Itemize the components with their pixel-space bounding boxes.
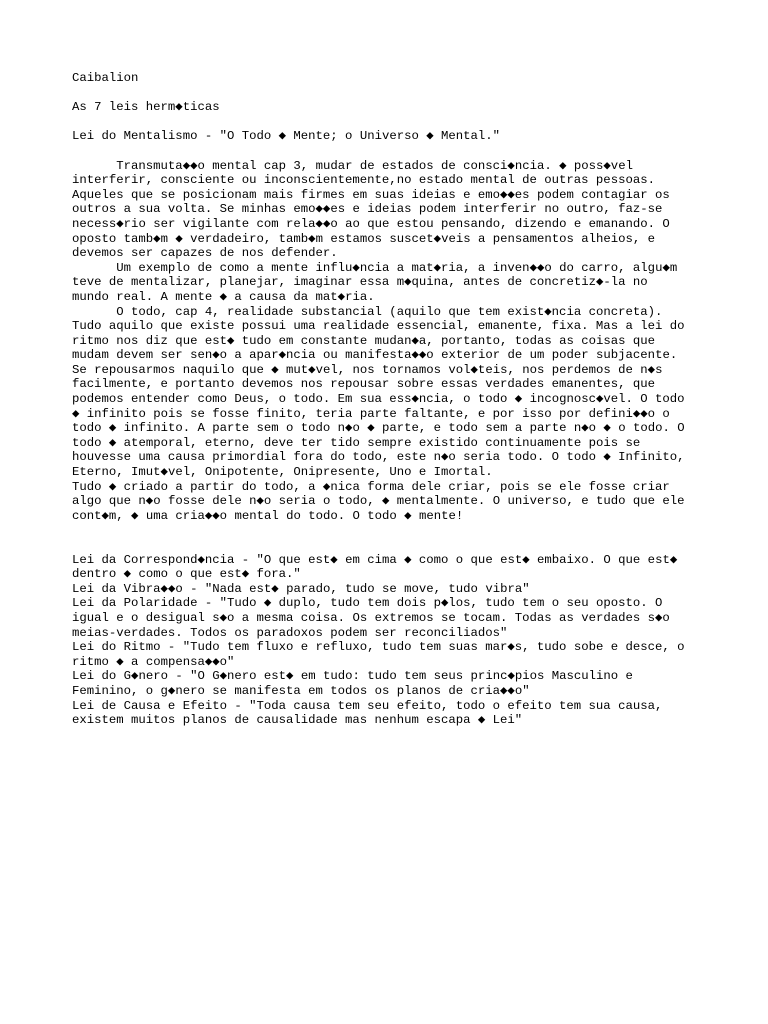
spacer: [72, 86, 712, 101]
body-line: Eterno, Imut◆vel, Onipotente, Onipresente, Uno e Imortal.: [72, 465, 493, 480]
body-line: houvesse uma causa primordial fora do todo, este n◆o seria todo. O todo ◆ Infinito,: [72, 450, 685, 465]
law-line: ritmo ◆ a compensa◆◆o": [72, 654, 235, 669]
body-line: ◆ infinito pois se fosse finito, teria parte faltante, e por isso por defini◆◆o o: [72, 406, 670, 421]
body-line: necess◆rio ser vigilante com rela◆◆o ao que estou pensando, dizendo e emanando. O: [72, 216, 670, 231]
law-line: dentro ◆ como o que est◆ fora.": [72, 567, 301, 582]
law-line: existem muitos planos de causalidade mas nenhum escapa ◆ Lei": [72, 713, 523, 728]
spacer: [72, 144, 712, 159]
spacer: [72, 115, 712, 130]
law-line: Feminino, o g◆nero se manifesta em todos os planos de cria◆◆o": [72, 683, 530, 698]
body-line: Tudo ◆ criado a partir do todo, a ◆nica forma dele criar, pois se ele fosse criar: [72, 479, 670, 494]
body-line: facilmente, e portanto devemos nos repousar sobre essas verdades emanentes, que: [72, 377, 655, 392]
body-line: podemos entender como Deus, o todo. Em sua ess◆ncia, o todo ◆ incognosc◆vel. O todo: [72, 392, 685, 407]
body-line: Aqueles que se posicionam mais firmes em suas ideias e emo◆◆es podem contagiar os: [72, 187, 670, 202]
body-line: interferir, consciente ou inconscientemente,no estado mental de outras pessoas.: [72, 173, 655, 188]
document-subtitle: As 7 leis herm◆ticas: [72, 100, 220, 115]
law-line: Lei do G◆nero - "O G◆nero est◆ em tudo: tudo tem seus princ◆pios Masculino e: [72, 669, 633, 684]
law-line: Lei de Causa e Efeito - "Toda causa tem seu efeito, todo o efeito tem sua causa,: [72, 698, 663, 713]
body-line: Se repousarmos naquilo que ◆ mut◆vel, nos tornamos vol◆teis, nos perdemos de n◆s: [72, 362, 663, 377]
spacer: [72, 523, 712, 552]
mentalism-heading: Lei do Mentalismo - "O Todo ◆ Mente; o Universo ◆ Mental.": [72, 129, 501, 144]
body-line: todo ◆ infinito. A parte sem o todo n◆o ◆ parte, e todo sem a parte n◆o ◆ o todo. O: [72, 421, 685, 436]
body-line: algo que n◆o fosse dele n◆o seria o todo, ◆ mentalmente. O universo, e tudo que ele: [72, 494, 685, 509]
laws-list: [72, 553, 712, 728]
law-line: igual e o desigual s◆o a mesma coisa. Os extremos se tocam. Todas as verdades s◆o: [72, 610, 670, 625]
document-title: Caibalion: [72, 71, 139, 85]
body-line: cont◆m, ◆ uma cria◆◆o mental do todo. O todo ◆ mente!: [72, 508, 464, 523]
document-page: [72, 71, 712, 728]
law-line: Lei da Vibra◆◆o - "Nada est◆ parado, tudo se move, tudo vibra": [72, 581, 530, 596]
body-line: Tudo aquilo que existe possui uma realidade essencial, emanente, fixa. Mas a lei do: [72, 319, 685, 334]
body-line: ritmo nos diz que est◆ tudo em constante mudan◆a, portanto, todas as coisas que: [72, 333, 656, 348]
body-line: todo ◆ atemporal, eterno, deve ter tido sempre existido continuamente pois se: [72, 435, 641, 450]
body-line: O todo, cap 4, realidade substancial (aquilo que tem exist◆ncia concreta).: [72, 304, 663, 319]
body-line: mudam devem ser sen◆o a apar◆ncia ou manifesta◆◆o exterior de um poder subjacente.: [72, 348, 678, 363]
body-line: Um exemplo de como a mente influ◆ncia a mat◆ria, a inven◆◆o do carro, algu◆m: [72, 260, 678, 275]
body-line: mundo real. A mente ◆ a causa da mat◆ria.: [72, 289, 375, 304]
law-line: Lei do Ritmo - "Tudo tem fluxo e refluxo, tudo tem suas mar◆s, tudo sobe e desce, o: [72, 640, 685, 655]
law-line: Lei da Correspond◆ncia - "O que est◆ em cima ◆ como o que est◆ embaixo. O que est◆: [72, 552, 678, 567]
law-line: Lei da Polaridade - "Tudo ◆ duplo, tudo tem dois p◆los, tudo tem o seu oposto. O: [72, 596, 663, 611]
body-line: Transmuta◆◆o mental cap 3, mudar de estados de consci◆ncia. ◆ poss◆vel: [72, 158, 633, 173]
mentalism-body: [72, 159, 712, 524]
body-line: oposto tamb◆m ◆ verdadeiro, tamb◆m estamos suscet◆veis a pensamentos alheios, e: [72, 231, 656, 246]
body-line: teve de mentalizar, planejar, imaginar essa m◆quina, antes de concretiz◆-la no: [72, 275, 648, 290]
body-line: outros a sua volta. Se minhas emo◆◆es e ideias podem interferir no outro, faz-se: [72, 202, 663, 217]
body-line: devemos ser capazes de nos defender.: [72, 246, 338, 261]
law-line: meias-verdades. Todos os paradoxos podem ser reconciliados": [72, 625, 508, 640]
